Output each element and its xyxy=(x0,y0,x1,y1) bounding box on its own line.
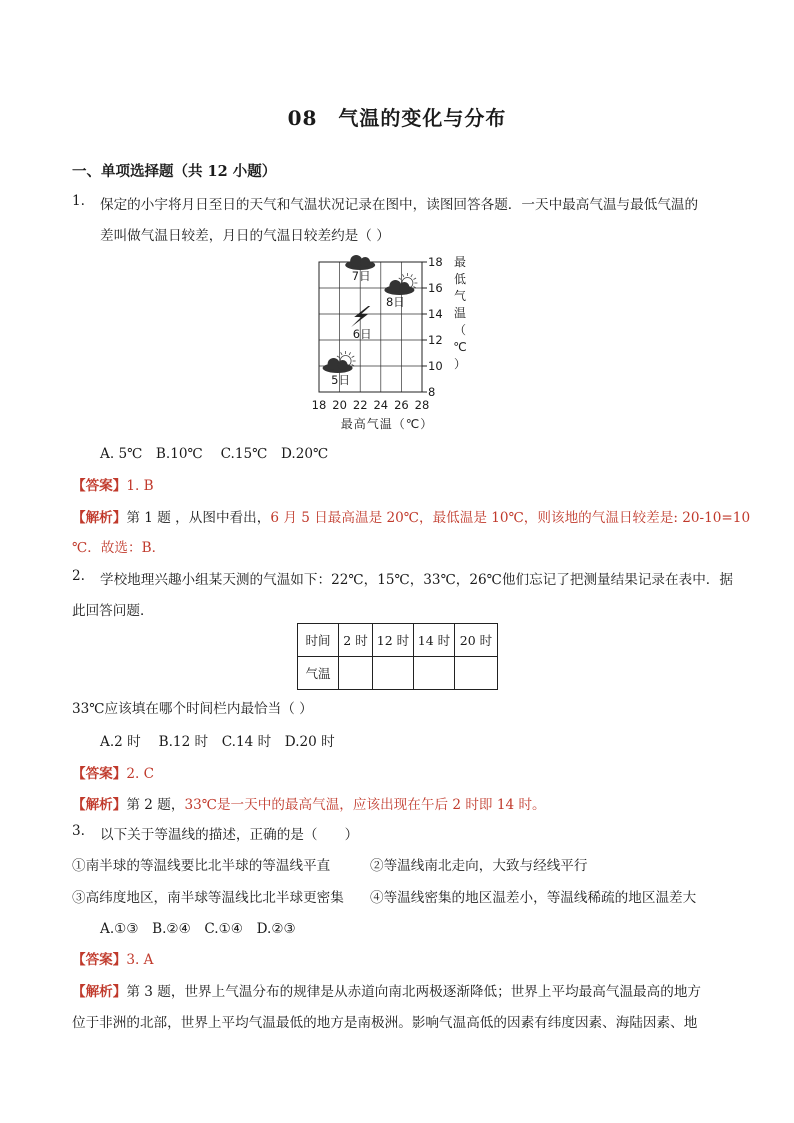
y-axis-label-char: 气 xyxy=(453,289,467,303)
table-header-cell: 12 时 xyxy=(373,624,414,657)
q1-options: A. 5℃ B.10℃ C.15℃ D.20℃ xyxy=(100,446,329,462)
sunny-cloudy-icon xyxy=(323,351,356,373)
q1-stem-line2: 差叫做气温日较差，月日的气温日较差约是（ ） xyxy=(100,228,390,244)
x-axis-label: 最高气温（℃） xyxy=(340,417,434,431)
sun-ray xyxy=(402,274,404,277)
sun-ray xyxy=(413,278,416,280)
y-axis-label-char: ） xyxy=(453,357,467,371)
answer-value: 1. B xyxy=(126,478,154,494)
thunder-icon xyxy=(351,306,370,327)
y-axis-label-char: 温 xyxy=(453,306,467,320)
answer-tag: 【答案】 xyxy=(72,952,127,968)
section-heading: 一、单项选择题（共 12 小题） xyxy=(72,163,277,180)
y-axis-ticks xyxy=(422,255,443,399)
q1-number: 1. xyxy=(72,193,85,209)
y-tick-label: 10 xyxy=(428,359,443,373)
analysis-tag: 【解析】 xyxy=(72,510,127,526)
x-tick-label: 26 xyxy=(394,398,409,412)
q1-stem-line1: 保定的小宇将月日至日的天气和气温状况记录在图中，读图回答各题．一天中最高气温与最低气温的 xyxy=(100,197,699,213)
q3-statement-1: ①南半球的等温线要比北半球的等温线平直 xyxy=(72,858,331,874)
cloudy-icon xyxy=(345,255,375,270)
cloud-part xyxy=(338,360,348,370)
answer-value: 3. A xyxy=(126,952,154,968)
y-axis-label-char: （ xyxy=(453,323,467,337)
point-label: 7日 xyxy=(351,269,371,283)
y-axis-label xyxy=(453,255,466,371)
chart-points xyxy=(323,255,418,387)
table-header-cell: 20 时 xyxy=(455,624,498,657)
q3-analysis-cont: 位于非洲的北部，世界上平均气温最低的地方是南极洲。影响气温高低的因素有纬度因素、海陆因素、地 xyxy=(72,1015,698,1031)
x-tick-label: 22 xyxy=(352,398,368,412)
q2-number: 2. xyxy=(72,568,85,584)
chart-point xyxy=(345,255,375,283)
x-tick-label: 20 xyxy=(332,398,347,412)
sun-ray xyxy=(399,278,402,280)
table-header-cell: 2 时 xyxy=(339,624,373,657)
y-tick-label: 18 xyxy=(428,255,443,269)
x-tick-label: 18 xyxy=(311,398,327,412)
table-cell xyxy=(455,657,498,690)
analysis-text-red: 6 月 5 日最高温是 20℃，最低温是 10℃，则该地的气温日较差是: 20-10=10 xyxy=(270,510,751,526)
q1-analysis-cont: ℃．故选：B． xyxy=(72,540,166,556)
point-label: 5日 xyxy=(331,373,351,387)
answer-tag: 【答案】 xyxy=(72,766,127,782)
temperature-table xyxy=(297,623,498,690)
chart-point xyxy=(351,306,371,341)
y-axis-label-char: 最 xyxy=(453,255,467,269)
sun-ray xyxy=(341,352,343,355)
q2-analysis xyxy=(72,793,546,813)
analysis-text: 第 1 题 ，从图中看出， xyxy=(126,510,271,526)
q3-statement-4: ④等温线密集的地区温差小，等温线稀疏的地区温差大 xyxy=(370,890,697,906)
analysis-text: 第 3 题，世界上气温分布的规律是从赤道向南北两极逐渐降低；世界上平均最高气温最高的地方 xyxy=(126,984,702,1000)
point-label: 6日 xyxy=(352,327,372,341)
table-row xyxy=(298,657,498,690)
table-cell xyxy=(414,657,455,690)
y-tick-label: 8 xyxy=(428,385,436,399)
table-header-cell: 时间 xyxy=(298,624,339,657)
table-header-cell: 14 时 xyxy=(414,624,455,657)
q3-statement-2: ②等温线南北走向，大致与经线平行 xyxy=(370,858,588,874)
x-tick-label: 24 xyxy=(373,398,389,412)
point-label: 8日 xyxy=(385,295,405,309)
sunny-cloudy-icon xyxy=(384,273,417,295)
x-axis-ticks xyxy=(312,398,430,412)
q2-stem-line2: 此回答问题． xyxy=(72,603,154,619)
lightning-bolt xyxy=(351,306,370,327)
y-axis-label-char: ℃ xyxy=(453,340,467,354)
y-tick-label: 14 xyxy=(428,307,443,321)
analysis-tag: 【解析】 xyxy=(72,984,127,1000)
q3-options: A.①③ B.②④ C.①④ D.②③ xyxy=(100,921,296,937)
temperature-chart xyxy=(300,252,470,434)
y-tick-label: 16 xyxy=(428,281,443,295)
page-title: 08 气温的变化与分布 xyxy=(287,106,507,130)
q1-analysis xyxy=(72,506,750,526)
analysis-text-red: 33℃是一天中的最高气温，应该出现在午后 2 时即 14 时。 xyxy=(184,797,546,813)
y-tick-label: 12 xyxy=(428,333,443,347)
q2-options: A.2 时 B.12 时 C.14 时 D.20 时 xyxy=(100,734,335,750)
y-axis-label-char: 低 xyxy=(453,272,467,286)
answer-value: 2. C xyxy=(126,766,155,782)
q3-number: 3. xyxy=(72,823,85,839)
q3-stem: 以下关于等温线的描述，正确的是（ ） xyxy=(100,827,359,843)
table-row xyxy=(298,624,498,657)
cloud-part xyxy=(360,257,370,267)
q3-statement-3: ③高纬度地区，南半球等温线比北半球更密集 xyxy=(72,890,344,906)
sun-ray xyxy=(337,356,340,358)
q3-answer xyxy=(72,948,153,968)
cloud-part xyxy=(399,282,409,292)
q2-answer xyxy=(72,762,154,782)
analysis-tag: 【解析】 xyxy=(72,797,127,813)
sun-ray xyxy=(411,274,413,277)
q2-stem-line1: 学校地理兴趣小组某天测的气温如下：22℃，15℃，33℃，26℃他们忘记了把测量结果记录在表中．据 xyxy=(100,572,733,588)
q3-analysis xyxy=(72,980,701,1000)
x-tick-label: 28 xyxy=(414,398,430,412)
table-row-header: 气温 xyxy=(298,657,339,690)
table-cell xyxy=(339,657,373,690)
sun-ray xyxy=(352,356,355,358)
q1-answer xyxy=(72,474,154,494)
chart-point xyxy=(384,273,417,309)
sun-ray xyxy=(349,352,351,355)
analysis-text: 第 2 题， xyxy=(126,797,185,813)
answer-tag: 【答案】 xyxy=(72,478,127,494)
table-cell xyxy=(373,657,414,690)
chart-point xyxy=(323,351,356,387)
q2-question: 33℃应该填在哪个时间栏内最恰当（ ） xyxy=(72,701,313,717)
